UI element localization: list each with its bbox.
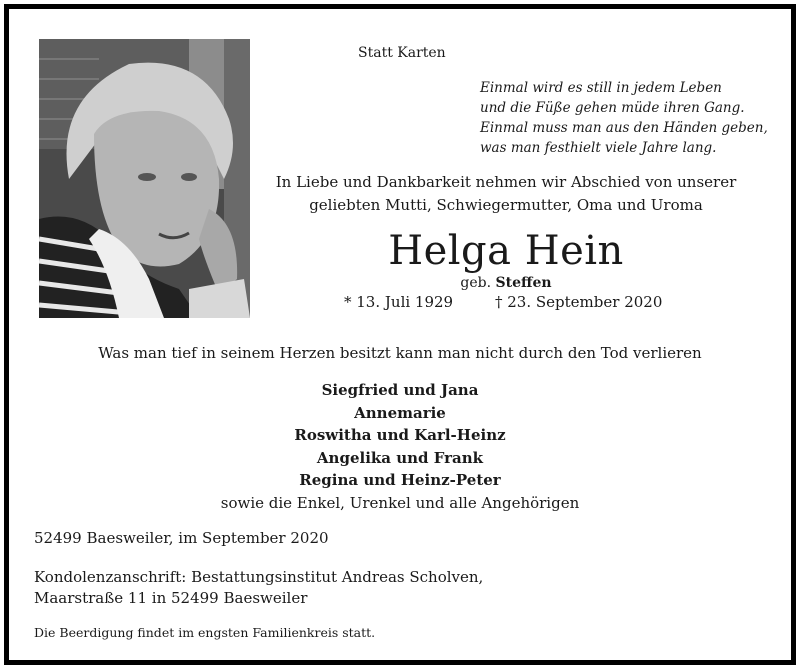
family-member: Roswitha und Karl-Heinz <box>294 426 506 444</box>
condolence-line-1: Kondolenzanschrift: Bestattungsinstitut Andreas Scholven, <box>34 568 484 586</box>
poem-line: Einmal muss man aus den Händen geben, <box>480 120 768 136</box>
family-others: sowie die Enkel, Urenkel und alle Angehörigen <box>220 493 580 512</box>
nee-name: Steffen <box>495 275 552 291</box>
deceased-name: Helga Hein <box>388 228 624 274</box>
poem-line: Einmal wird es still in jedem Leben <box>480 80 722 96</box>
family-member: Angelika und Frank <box>316 448 484 467</box>
condolence-line-2: Maarstraße 11 in 52499 Baesweiler <box>34 589 308 607</box>
intro-line-2: geliebten Mutti, Schwiegermutter, Oma und Uroma <box>309 196 703 214</box>
maiden-name <box>266 275 746 291</box>
memorial-quote: Was man tief in seinem Herzen besitzt kann man nicht durch den Tod verlieren <box>98 344 702 362</box>
place-date: 52499 Baesweiler, im September 2020 <box>34 529 329 547</box>
poem-line: was man festhielt viele Jahre lang. <box>480 140 717 156</box>
portrait-illustration <box>39 39 250 318</box>
intro-line-1: In Liebe und Dankbarkeit nehmen wir Abschied von unserer <box>275 173 737 191</box>
statt-karten: Statt Karten <box>358 45 446 61</box>
obituary-frame <box>4 4 796 665</box>
nee-prefix: geb. <box>460 275 492 291</box>
condolence-address <box>34 567 483 609</box>
family-member: Regina und Heinz-Peter <box>299 471 501 489</box>
funeral-note: Die Beerdigung findet im engsten Familienkreis statt. <box>34 625 376 640</box>
family-member: Siegfried und Jana <box>321 381 479 399</box>
family-list <box>9 379 791 514</box>
poem <box>480 78 768 158</box>
poem-line: und die Füße gehen müde ihren Gang. <box>480 100 745 116</box>
family-member: Annemarie <box>354 403 446 422</box>
birth-date: * 13. Juli 1929 <box>344 293 454 311</box>
death-date: † 23. September 2020 <box>495 293 663 311</box>
portrait-photo <box>39 39 250 318</box>
intro-text <box>266 171 746 217</box>
